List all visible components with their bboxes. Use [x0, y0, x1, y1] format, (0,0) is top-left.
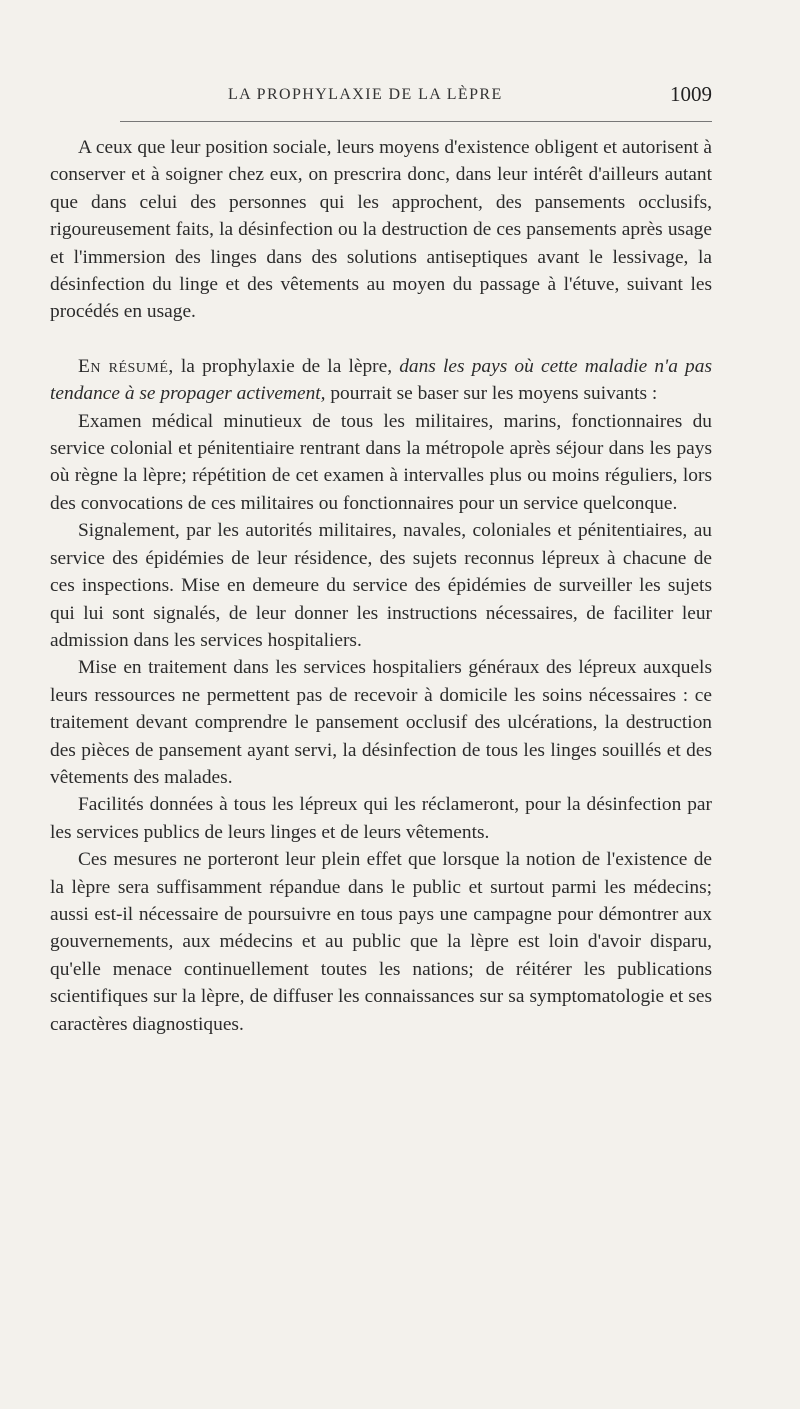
paragraph-6: Facilités données à tous les lépreux qui les réclameront, pour la désinfection par les services publics de leurs linges et de leurs vêtements.: [50, 794, 712, 843]
paragraph-4: Signalement, par les autorités militaires, navales, coloniales et pénitentiaires, au service des épidémies de leur résidence, des sujets reconnus lépreux à chacune de ces inspections. Mise en demeure du service des épidémies de surveiller les sujets qui lui sont signalés, de leur donner les instructions nécessaires, de faciliter leur admission dans les services hospitaliers.: [50, 520, 712, 651]
header-rule: [120, 121, 712, 122]
paragraph-2-italic: dans les pays où cette maladie n'a pas tendance à se propager activement,: [50, 355, 712, 405]
paragraph-1: A ceux que leur position sociale, leurs moyens d'existence obligent et autorisent à conserver et à soigner chez eux, on prescrira donc, dans leur intérêt d'ailleurs autant que dans celui des personnes qui les approchent, des pansements occlusifs, rigoureusement faits, la désinfection ou la destruction de ces pansements après usage et l'immersion des linges dans des solutions antiseptiques avant le lessivage, la désinfection du linge et des vêtements au moyen du passage à l'étuve, suivant les procédés en usage.: [50, 137, 712, 323]
paragraph-spacer: [50, 326, 712, 353]
paragraph-2-text-a: la prophylaxie de la lèpre,: [173, 355, 400, 377]
paragraph-2-text-b: pourrait se baser sur les moyens suivants :: [325, 383, 658, 405]
running-head: [60, 82, 712, 110]
paragraph-3: Examen médical minutieux de tous les militaires, marins, fonctionnaires du service colonial et pénitentiaire rentrant dans la métropole après séjour dans les pays où règne la lèpre; répétition de cet examen à intervalles plus ou moins réguliers, lors des convocations de ces militaires ou fonctionnaires pour un service quelconque.: [50, 410, 712, 514]
running-title: LA PROPHYLAXIE DE LA LÈPRE: [228, 86, 503, 103]
paragraph-7: Ces mesures ne porteront leur plein effet que lorsque la notion de l'existence de la lèpre sera suffisamment répandue dans le public et surtout parmi les médecins; aussi est-il nécessaire de poursuivre en tous pays une campagne pour démontrer aux gouvernements, aux médecins et au public que la lèpre est loin d'avoir disparu, qu'elle menace continuellement toutes les nations; de réitérer les publications scientifiques sur la lèpre, de diffuser les connaissances sur sa symptomatologie et ses caractères diagnostiques.: [50, 849, 712, 1035]
paragraph-5: Mise en traitement dans les services hospitaliers généraux des lépreux auxquels leurs ressources ne permettent pas de recevoir à domicile les soins nécessaires : ce traitement devant comprendre le pansement occlusif des ulcérations, la destruction des pièces de pansement ayant servi, la désinfection de tous les linges souillés et des vêtements des malades.: [50, 657, 712, 788]
paragraph-2: [50, 353, 712, 408]
summary-lead: En résumé,: [78, 355, 174, 377]
page-number: 1009: [670, 82, 712, 106]
body-text: [50, 134, 712, 1038]
